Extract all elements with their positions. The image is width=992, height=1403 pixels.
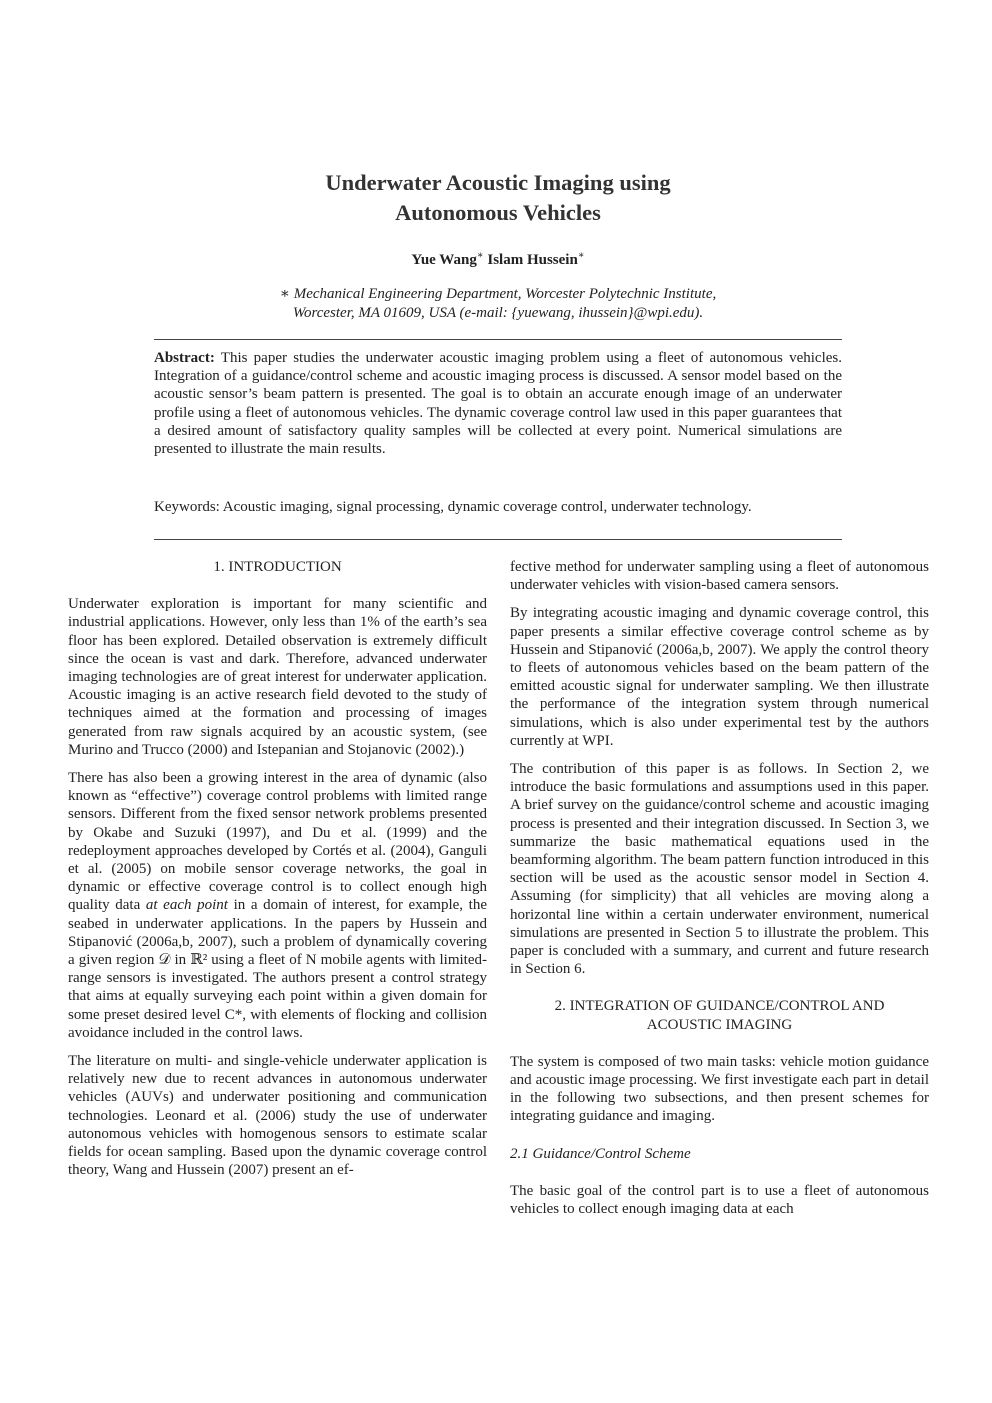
section-heading: 1. INTRODUCTION [213, 559, 342, 575]
paragraph-text: in a domain of interest, for example, the seabed in underwater applications. In the papers by Hussein and Stipanović (2006a,b, 2007), such a problem of dynamically covering a given region 𝒟 in ℝ² using a fleet of N mobile agents with limited-range sensors is investigated. The authors present a control strategy that aims at equally surveying each point within a given domain for some preset desired level C*, with elements of flocking and collision avoidance included in the control laws. [68, 897, 487, 1041]
paragraph [68, 769, 487, 1042]
paragraph: fective method for underwater sampling using a fleet of autonomous underwater vehicles with vision-based camera sensors. [510, 559, 929, 594]
left-column [68, 558, 487, 1190]
paragraph: By integrating acoustic imaging and dynamic coverage control, this paper presents a similar effective coverage control scheme as by Hussein and Stipanović (2006a,b, 2007). We apply the control theory to fleets of autonomous vehicles based on the beam pattern of the emitted acoustic signal for underwater sampling. We then illustrate the performance of the integration system through numerical simulations, which is also under experimental test by the authors currently at WPI. [510, 605, 929, 749]
right-column [510, 558, 929, 1228]
author-list [180, 246, 816, 270]
affiliation-mark: ∗ [476, 250, 484, 261]
affiliation-line-2: Worcester, MA 01609, USA (e-mail: {yuewang, ihussein}@wpi.edu). [292, 305, 704, 321]
paper-title [180, 168, 816, 228]
title-line-1: Underwater Acoustic Imaging using [325, 170, 671, 195]
affiliation-line-1: ∗ Mechanical Engineering Department, Worcester Polytechnic Institute, [279, 286, 717, 302]
paragraph-text: There has also been a growing interest in the area of dynamic (also known as “effective”) coverage control problems with limited range sensors. Different from the fixed sensor network problems presented by Okabe and Suzuki (1997), and Du et al. (1999) and the redeployment approaches developed by Cortés et al. (2004), Ganguli et al. (2005) on mobile sensor coverage networks, the goal in dynamic or effective coverage control is to collect enough high quality data [68, 770, 487, 914]
paragraph: Underwater exploration is important for many scientific and industrial applications. However, only less than 1% of the earth’s sea floor has been explored. Detailed observation is extremely difficult since the ocean is vast and dark. Therefore, advanced underwater imaging technologies are of great interest for underwater application. Acoustic imaging is an active research field devoted to the study of techniques aimed at the formation and processing of images generated from raw signals acquired by an acoustic system, (see Murino and Trucco (2000) and Istepanian and Stojanovic (2002).) [68, 596, 487, 758]
section-heading [510, 997, 929, 1033]
top-divider [154, 339, 842, 340]
abstract [154, 349, 842, 458]
affiliation [180, 285, 816, 323]
bottom-divider [154, 539, 842, 540]
title-line-2: Autonomous Vehicles [395, 200, 601, 225]
section-heading-line: 2. INTEGRATION OF GUIDANCE/CONTROL AND [554, 998, 885, 1015]
author-name: Yue Wang [411, 252, 477, 268]
paragraph: The system is composed of two main tasks: vehicle motion guidance and acoustic image processing. We first investigate each part in detail in the following two subsections, and then present schemes for integrating guidance and imaging. [510, 1053, 929, 1125]
paragraph: The literature on multi- and single-vehicle underwater application is relatively new due to recent advances in autonomous underwater vehicles (AUVs) and underwater positioning and communication technologies. Leonard et al. (2006) study the use of underwater autonomous vehicles with homogenous sensors to estimate scalar fields for ocean sampling. Based upon the dynamic coverage control theory, Wang and Hussein (2007) present an ef- [68, 1053, 487, 1179]
section-heading-line: ACOUSTIC IMAGING [646, 1016, 793, 1033]
keywords: Keywords: Acoustic imaging, signal processing, dynamic coverage control, underwater technology. [154, 499, 752, 515]
affiliation-mark: ∗ [577, 250, 585, 261]
paragraph: The basic goal of the control part is to use a fleet of autonomous vehicles to collect enough imaging data at each [510, 1182, 929, 1218]
abstract-text: This paper studies the underwater acoustic imaging problem using a fleet of autonomous vehicles. Integration of a guidance/control scheme and acoustic imaging process is discussed. A sensor model based on the acoustic sensor’s beam pattern is presented. The goal is to obtain an accurate enough image of an underwater profile using a fleet of autonomous vehicles. The dynamic coverage control law used in this paper guarantees that a desired amount of satisfactory quality samples will be collected at every point. Numerical simulations are presented to illustrate the main results. [154, 350, 842, 458]
author-name: Islam Hussein [487, 252, 578, 268]
subsection-heading: 2.1 Guidance/Control Scheme [510, 1145, 691, 1162]
emphasis-text: at each point [145, 897, 228, 914]
paragraph: The contribution of this paper is as follows. In Section 2, we introduce the basic formulations and assumptions used in this paper. A brief survey on the guidance/control scheme and acoustic imaging process is presented and their integration discussed. In Section 3, we summarize the basic mathematical equations used in the beamforming algorithm. The beam pattern function introduced in this section will be used as the acoustic sensor model in Section 4. Assuming (for simplicity) that all vehicles are moving along a horizontal line within a certain underwater environment, numerical simulations are presented in Section 5 to illustrate the problem. This paper is concluded with a summary, and current and future research in Section 6. [510, 761, 929, 978]
abstract-label: Abstract: [154, 350, 215, 366]
